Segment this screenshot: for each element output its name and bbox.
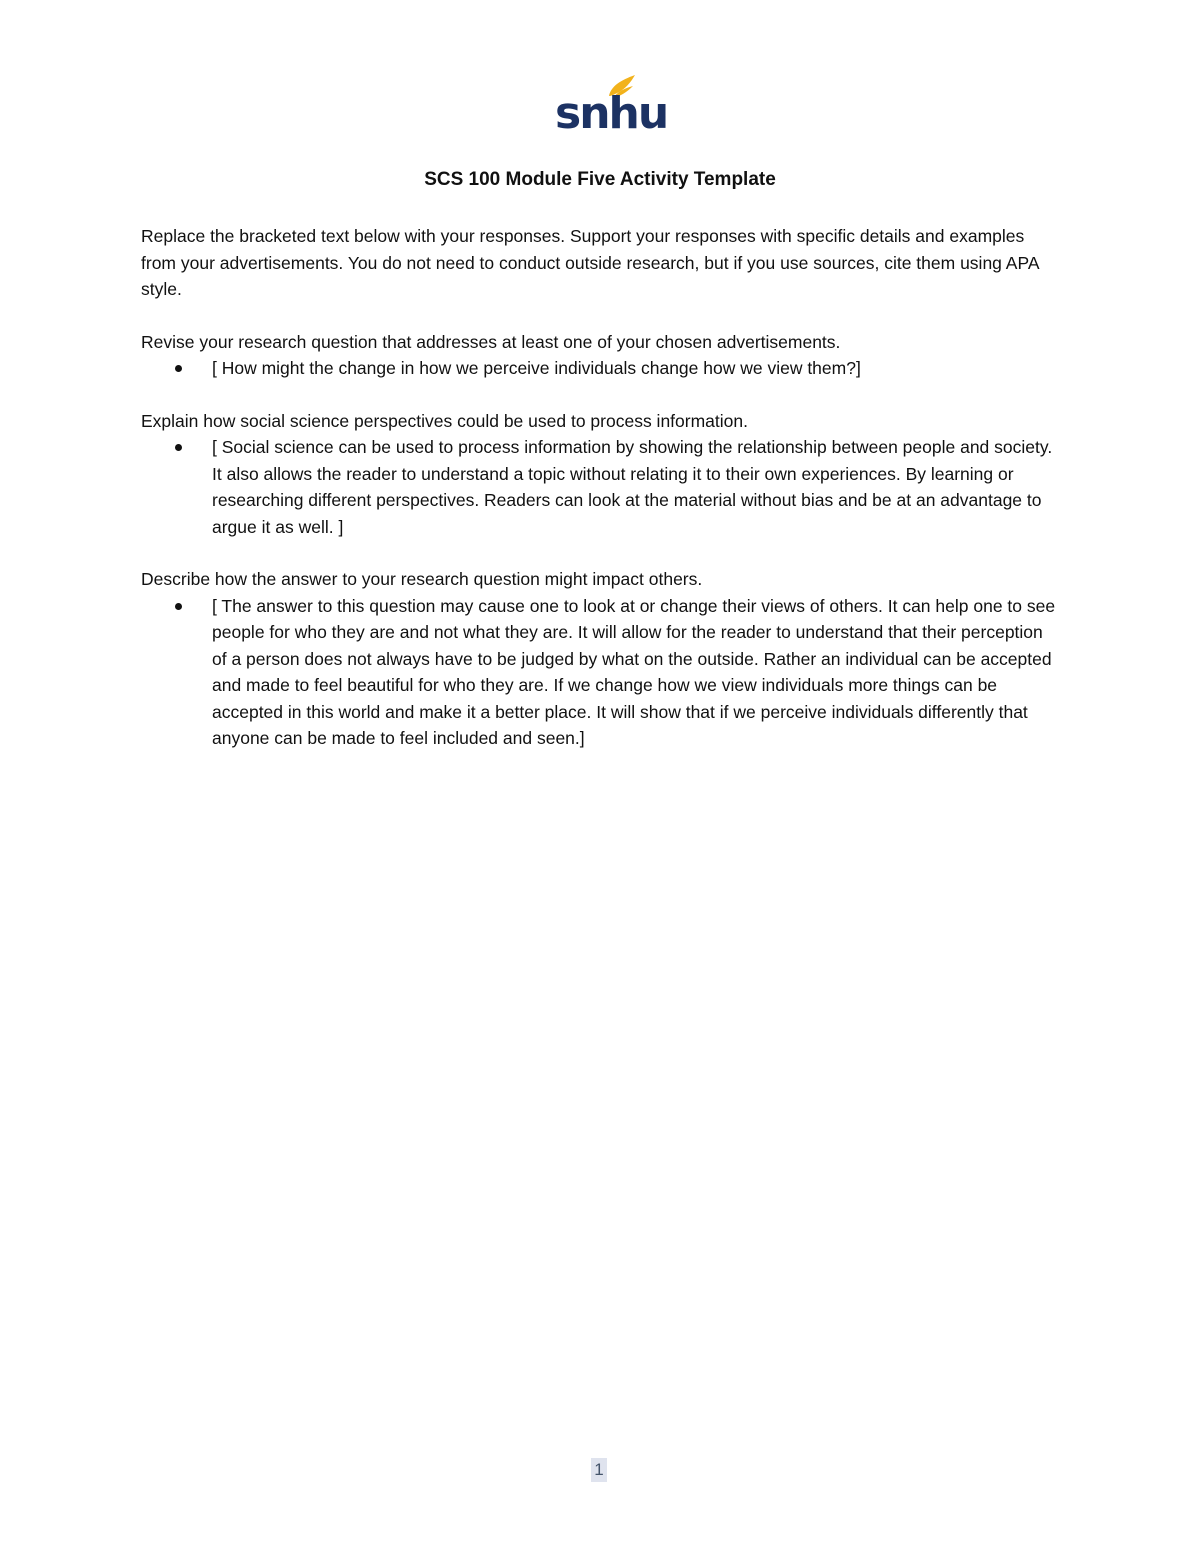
intro-paragraph: Replace the bracketed text below with your responses. Support your responses with specific details and examples from your advertisements. You do not need to conduct outside research, but if you use sources, cite them using APA style. (141, 226, 1039, 299)
document-title: SCS 100 Module Five Activity Template (424, 169, 776, 190)
response-text: [ Social science can be used to process information by showing the relationship between people and society. It also allows the reader to understand a topic without relating it to their own experiences. By learning or researching different perspectives. Readers can look at the material without bias and be at an advantage to argue it as well. ] (212, 437, 1053, 537)
response-list (141, 434, 1056, 540)
bullet-icon (175, 365, 182, 372)
section-prompt: Describe how the answer to your research question might impact others. (141, 569, 703, 589)
bullet-icon (175, 444, 182, 451)
snhu-logo-mark (555, 72, 668, 139)
response-text: [ The answer to this question may cause one to look at or change their views of others. It can help one to see people for who they are and not what they are. It will allow for the reader to understand that their perception of a person does not always have to be judged by what on the outside. Rather an individual can be accepted and made to feel beautiful for who they are. If we change how we view individuals more things can be accepted in this world and make it a better place. It will show that if we perceive individuals differently that anyone can be made to feel included and seen.] (212, 595, 1056, 748)
section-social-science-perspectives (141, 408, 1056, 541)
section-research-question (141, 329, 1056, 382)
section-impact-on-others (141, 566, 1056, 752)
response-list (141, 593, 1056, 752)
logo-wordmark: snhu (555, 88, 668, 139)
snhu-logo (555, 72, 668, 139)
page-number: 1 (591, 1458, 607, 1482)
section-prompt: Revise your research question that addresses at least one of your chosen advertisements. (141, 331, 841, 352)
bullet-icon (175, 603, 182, 610)
document-body (141, 223, 1056, 778)
response-item (212, 593, 1056, 752)
response-item (212, 434, 1056, 540)
section-prompt: Explain how social science perspectives could be used to process information. (141, 410, 748, 431)
response-list (141, 355, 1056, 382)
response-text: [ How might the change in how we perceive individuals change how we view them?] (212, 358, 861, 378)
response-item (212, 355, 1056, 382)
